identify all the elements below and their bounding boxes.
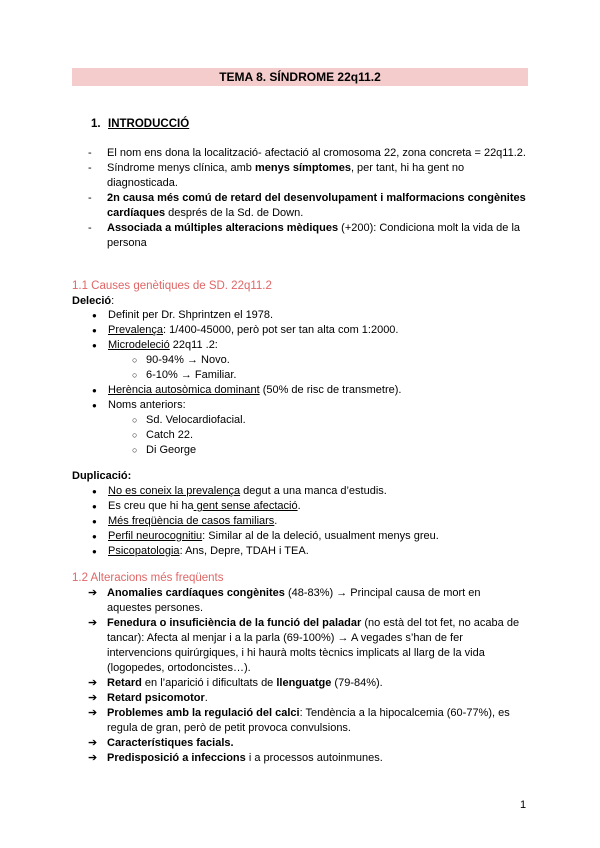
duplication-list [92,484,528,559]
sub-list-item: ○ Catch 22. [132,428,528,443]
list-item: - Associada a múltiples alteracions mèdiques (+200): Condiciona molt la vida de la persona [88,221,528,251]
list-item: ➔ Problemes amb la regulació del calci: Tendència a la hipocalcemia (60-77%), es regula de gran, però de petit provoca convulsions. [88,706,528,736]
list-item: ● Microdeleció 22q11 .2: ○ 90-94% → Novo. ○ 6-10% → Familiar. [92,338,528,383]
list-item: - 2n causa més comú de retard del desenvolupament i malformacions congènites cardíaques després de la Sd. de Down. [88,191,528,221]
list-item: ● Prevalença: 1/400-45000, però pot ser tan alta com 1:2000. [92,323,528,338]
list-item: ● Herència autosòmica dominant (50% de risc de transmetre). [92,383,528,398]
list-item: - Síndrome menys clínica, amb menys símptomes, per tant, hi ha gent no diagnosticada. [88,161,528,191]
sub-list-item: ○ Sd. Velocardiofacial. [132,413,528,428]
list-item: ● Noms anteriors: ○ Sd. Velocardiofacial. ○ Catch 22. ○ Di George [92,398,528,458]
list-item: ➔ Fenedura o insuficiència de la funció del paladar (no està del tot fet, no acaba de tancar): Afecta al menjar i a la parla (69-100%) → A vegades s’han de fer intervencions quirúrgiques, i hi haurà molts tècnics implicats al llarg de la vida (logopedes, ortodoncistes…). [88,616,528,676]
deletion-label: Deleció: [72,295,115,307]
subsection-heading-alterations: 1.2 Alteracions més freqüents [72,572,224,584]
list-item: ● Es creu que hi ha gent sense afectació. [92,499,528,514]
list-item: ● Psicopatologia: Ans, Depre, TDAH i TEA. [92,544,528,559]
list-item: ● Més freqüència de casos familiars. [92,514,528,529]
page-number: 1 [520,799,527,811]
deletion-list [92,308,528,458]
list-item: ● Perfil neurocognitiu: Similar al de la deleció, usualment menys greu. [92,529,528,544]
intro-list [88,146,528,251]
section-heading-intro: 1. INTRODUCCIÓ [91,118,190,130]
alterations-list [88,586,528,766]
sub-list-item: ○ 90-94% → Novo. [132,353,528,368]
list-item: ➔ Predisposició a infeccions i a processos autoinmunes. [88,751,528,766]
sub-list-item: ○ Di George [132,443,528,458]
list-item: ➔ Anomalies cardíaques congènites (48-83%) → Principal causa de mort en aquestes persones. [88,586,528,616]
list-item: ➔ Característiques facials. [88,736,528,751]
list-item: ● No es coneix la prevalença degut a una manca d’estudis. [92,484,528,499]
list-item: ➔ Retard psicomotor. [88,691,528,706]
list-item: - El nom ens dona la localització- afectació al cromosoma 22, zona concreta = 22q11.2. [88,146,528,161]
list-item: ➔ Retard en l’aparició i dificultats de llenguatge (79-84%). [88,676,528,691]
duplication-label: Duplicació: [72,470,132,482]
list-item: ● Definit per Dr. Shprintzen el 1978. [92,308,528,323]
subsection-heading-causes: 1.1 Causes genètiques de SD. 22q11.2 [72,280,272,292]
sub-list-item: ○ 6-10% → Familiar. [132,368,528,383]
page-title: TEMA 8. SÍNDROME 22q11.2 [72,68,528,86]
